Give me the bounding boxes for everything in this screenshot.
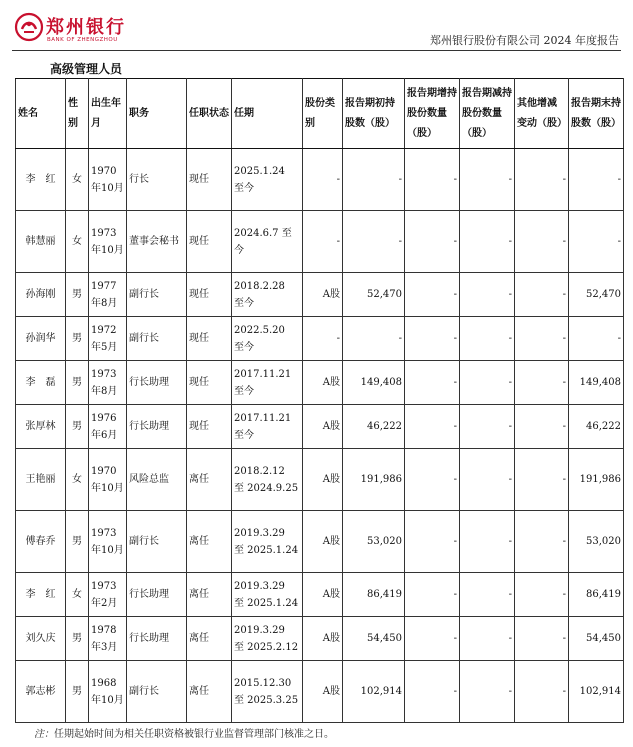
column-header: 股份类别 [303,79,343,149]
status-cell: 现任 [187,211,232,273]
column-header: 职务 [127,79,187,149]
position-cell: 副行长 [127,273,187,317]
position-cell: 董事会秘书 [127,211,187,273]
decrease-shares-cell: - [460,149,515,211]
begin-shares-cell: 54,450 [343,617,405,661]
term-cell: 2022.5.20 至今 [232,317,303,361]
position-cell: 行长助理 [127,617,187,661]
table-row [16,317,624,361]
begin-shares-cell: 191,986 [343,449,405,511]
term-cell: 2015.12.30 至 2025.3.25 [232,661,303,723]
table-row [16,573,624,617]
decrease-shares-cell: - [460,573,515,617]
term-cell: 2025.1.24 至今 [232,149,303,211]
person-name-cell: 李 红 [16,149,66,211]
header-divider [12,50,621,51]
term-cell: 2019.3.29 至 2025.1.24 [232,573,303,617]
end-shares-cell: - [569,149,624,211]
column-header: 报告期增持股份数量（股） [405,79,460,149]
end-shares-cell: - [569,317,624,361]
decrease-shares-cell: - [460,361,515,405]
gender-cell: 男 [66,661,89,723]
increase-shares-cell: - [405,617,460,661]
end-shares-cell: 149,408 [569,361,624,405]
increase-shares-cell: - [405,273,460,317]
share-class-cell: A股 [303,405,343,449]
share-class-cell: A股 [303,273,343,317]
footnote-lead: 注： [34,729,54,740]
position-cell: 行长助理 [127,405,187,449]
table-row [16,511,624,573]
column-header: 任职状态 [187,79,232,149]
birth-date-cell: 1973年8月 [89,361,127,405]
begin-shares-cell: 149,408 [343,361,405,405]
decrease-shares-cell: - [460,317,515,361]
birth-date-cell: 1973年10月 [89,211,127,273]
table-footnote [34,725,334,740]
section-title: 高级管理人员 [50,62,123,76]
other-change-cell: - [515,273,569,317]
gender-cell: 男 [66,273,89,317]
status-cell: 离任 [187,661,232,723]
person-name-cell: 李 红 [16,573,66,617]
person-name-cell: 王艳丽 [16,449,66,511]
increase-shares-cell: - [405,361,460,405]
gender-cell: 男 [66,617,89,661]
column-header: 性别 [66,79,89,149]
person-name-cell: 张厚林 [16,405,66,449]
share-class-cell: A股 [303,449,343,511]
share-class-cell: A股 [303,661,343,723]
begin-shares-cell: 46,222 [343,405,405,449]
increase-shares-cell: - [405,317,460,361]
status-cell: 离任 [187,617,232,661]
end-shares-cell: 46,222 [569,405,624,449]
gender-cell: 女 [66,211,89,273]
footnote-text: 任期起始时间为相关任职资格被银行业监督管理部门核准之日。 [54,729,334,740]
table-row [16,661,624,723]
begin-shares-cell: 86,419 [343,573,405,617]
person-name-cell: 刘久庆 [16,617,66,661]
increase-shares-cell: - [405,573,460,617]
increase-shares-cell: - [405,211,460,273]
decrease-shares-cell: - [460,273,515,317]
gender-cell: 男 [66,511,89,573]
birth-date-cell: 1972年5月 [89,317,127,361]
position-cell: 行长助理 [127,361,187,405]
increase-shares-cell: - [405,511,460,573]
begin-shares-cell: - [343,149,405,211]
report-title: 郑州银行股份有限公司 2024 年度报告 [430,34,619,47]
column-header: 报告期末持股数（股） [569,79,624,149]
decrease-shares-cell: - [460,661,515,723]
status-cell: 现任 [187,149,232,211]
increase-shares-cell: - [405,405,460,449]
column-header: 出生年月 [89,79,127,149]
table-row [16,273,624,317]
other-change-cell: - [515,661,569,723]
begin-shares-cell: 52,470 [343,273,405,317]
birth-date-cell: 1977年8月 [89,273,127,317]
end-shares-cell: 54,450 [569,617,624,661]
term-cell: 2024.6.7 至今 [232,211,303,273]
person-name-cell: 傅春乔 [16,511,66,573]
table-body [16,149,624,723]
other-change-cell: - [515,511,569,573]
page-header [12,10,621,50]
decrease-shares-cell: - [460,449,515,511]
birth-date-cell: 1978年3月 [89,617,127,661]
birth-date-cell: 1973年2月 [89,573,127,617]
column-header: 报告期减持股份数量（股） [460,79,515,149]
end-shares-cell: 52,470 [569,273,624,317]
gender-cell: 男 [66,405,89,449]
birth-date-cell: 1970年10月 [89,149,127,211]
person-name-cell: 孙海刚 [16,273,66,317]
birth-date-cell: 1973年10月 [89,511,127,573]
gender-cell: 女 [66,149,89,211]
column-header: 姓名 [16,79,66,149]
table-header-row [16,79,624,149]
status-cell: 现任 [187,405,232,449]
status-cell: 离任 [187,511,232,573]
table-row [16,405,624,449]
share-class-cell: - [303,211,343,273]
end-shares-cell: 102,914 [569,661,624,723]
term-cell: 2019.3.29 至 2025.2.12 [232,617,303,661]
share-class-cell: - [303,317,343,361]
position-cell: 副行长 [127,661,187,723]
decrease-shares-cell: - [460,511,515,573]
other-change-cell: - [515,405,569,449]
begin-shares-cell: - [343,317,405,361]
position-cell: 副行长 [127,317,187,361]
begin-shares-cell: 102,914 [343,661,405,723]
status-cell: 现任 [187,317,232,361]
term-cell: 2019.3.29 至 2025.1.24 [232,511,303,573]
end-shares-cell: 86,419 [569,573,624,617]
person-name-cell: 郭志彬 [16,661,66,723]
increase-shares-cell: - [405,149,460,211]
gender-cell: 女 [66,573,89,617]
status-cell: 现任 [187,273,232,317]
table-row [16,449,624,511]
other-change-cell: - [515,211,569,273]
birth-date-cell: 1970年10月 [89,449,127,511]
gender-cell: 男 [66,361,89,405]
table-row [16,617,624,661]
other-change-cell: - [515,617,569,661]
birth-date-cell: 1968年10月 [89,661,127,723]
share-class-cell: A股 [303,511,343,573]
person-name-cell: 韩慧丽 [16,211,66,273]
share-class-cell: A股 [303,573,343,617]
senior-management-table [15,78,624,723]
other-change-cell: - [515,317,569,361]
birth-date-cell: 1976年6月 [89,405,127,449]
term-cell: 2017.11.21 至今 [232,405,303,449]
share-class-cell: - [303,149,343,211]
share-class-cell: A股 [303,617,343,661]
column-header: 报告期初持股数（股） [343,79,405,149]
bank-logo [12,10,152,50]
other-change-cell: - [515,449,569,511]
decrease-shares-cell: - [460,211,515,273]
logo-english-name: BANK OF ZHENGZHOU [47,37,118,43]
table-row [16,211,624,273]
position-cell: 行长助理 [127,573,187,617]
table-row [16,361,624,405]
status-cell: 离任 [187,573,232,617]
status-cell: 现任 [187,361,232,405]
increase-shares-cell: - [405,449,460,511]
end-shares-cell: 53,020 [569,511,624,573]
status-cell: 离任 [187,449,232,511]
decrease-shares-cell: - [460,405,515,449]
term-cell: 2018.2.12 至 2024.9.25 [232,449,303,511]
decrease-shares-cell: - [460,617,515,661]
table-row [16,149,624,211]
position-cell: 风险总监 [127,449,187,511]
increase-shares-cell: - [405,661,460,723]
person-name-cell: 孙润华 [16,317,66,361]
logo-chinese-name: 郑州银行 [46,17,126,38]
bank-logo-icon [14,12,44,42]
gender-cell: 男 [66,317,89,361]
term-cell: 2018.2.28 至今 [232,273,303,317]
column-header: 任期 [232,79,303,149]
begin-shares-cell: 53,020 [343,511,405,573]
end-shares-cell: - [569,211,624,273]
gender-cell: 女 [66,449,89,511]
position-cell: 行长 [127,149,187,211]
position-cell: 副行长 [127,511,187,573]
term-cell: 2017.11.21 至今 [232,361,303,405]
other-change-cell: - [515,573,569,617]
other-change-cell: - [515,361,569,405]
share-class-cell: A股 [303,361,343,405]
other-change-cell: - [515,149,569,211]
column-header: 其他增减变动（股） [515,79,569,149]
end-shares-cell: 191,986 [569,449,624,511]
begin-shares-cell: - [343,211,405,273]
person-name-cell: 李 磊 [16,361,66,405]
